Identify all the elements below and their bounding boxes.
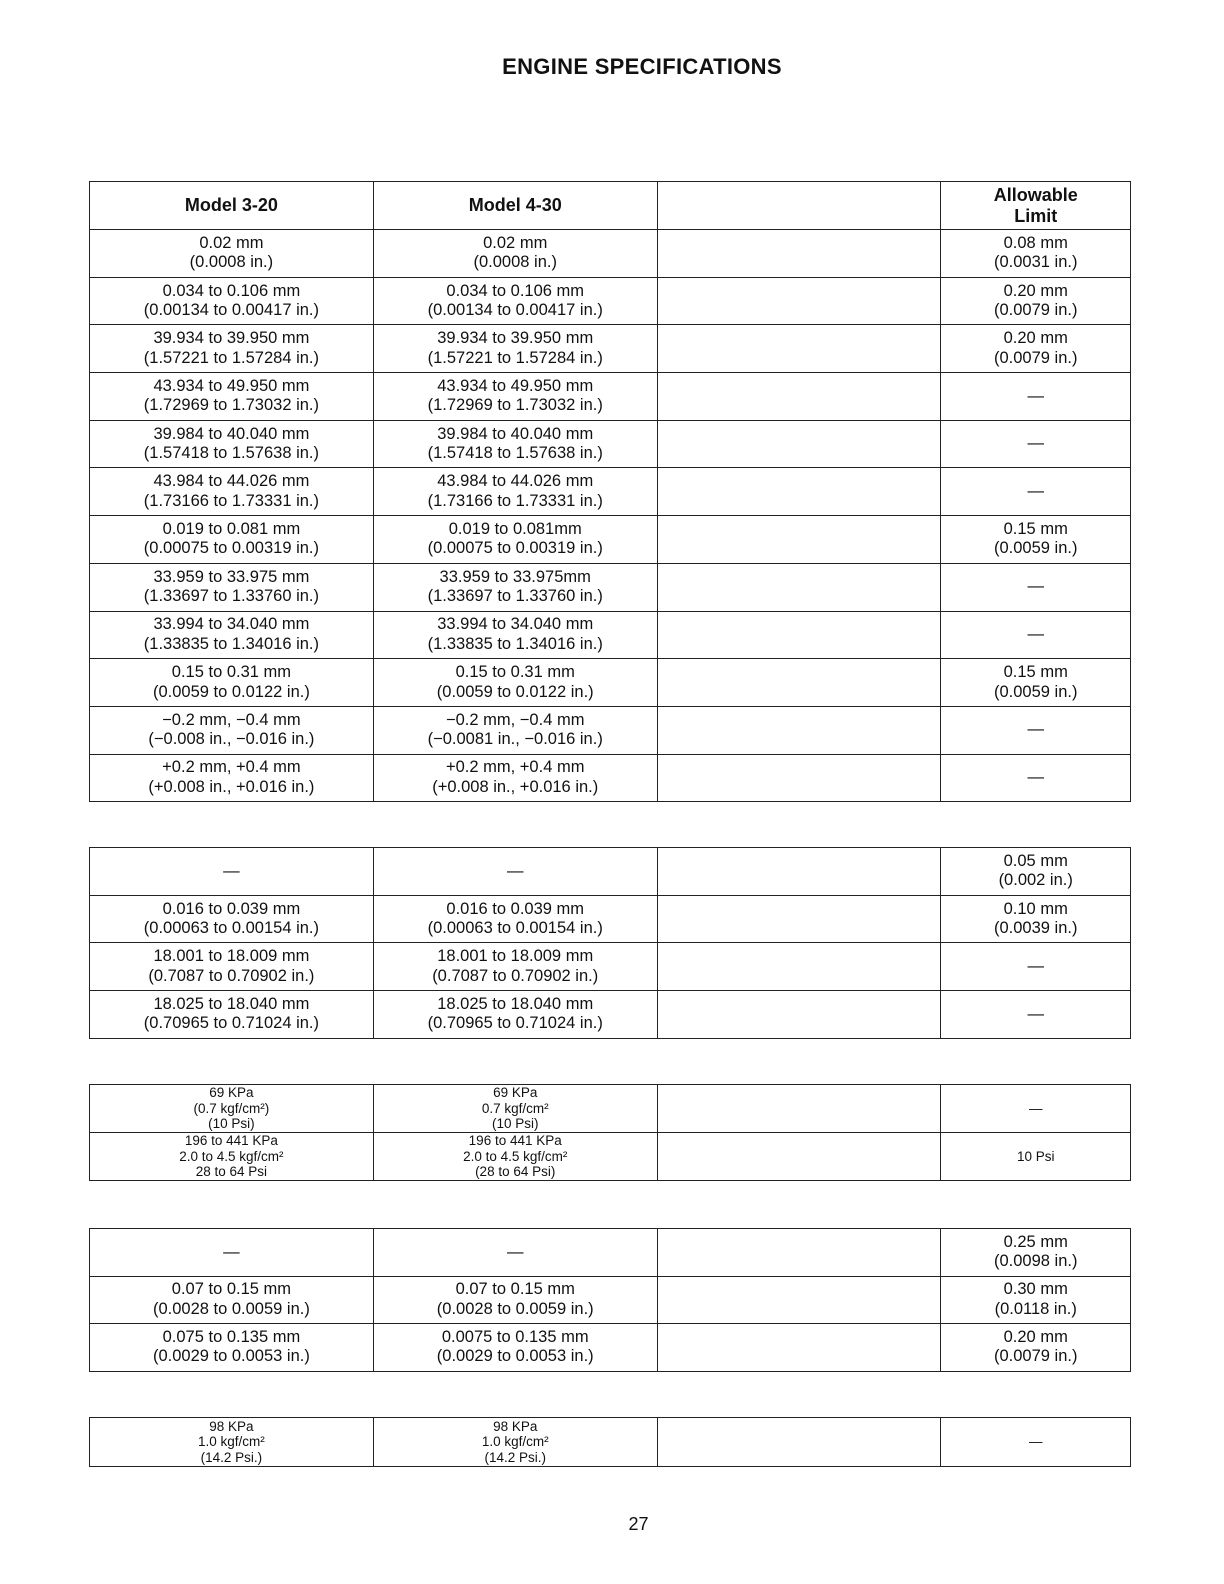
table-row [90,754,1131,802]
cell-line: — [1027,625,1044,644]
cell-line: 0.075 to 0.135 mm [162,1327,301,1346]
cell-line: 69 KPa [493,1085,538,1101]
cell-line: — [1027,768,1044,787]
page-title: ENGINE SPECIFICATIONS [502,54,782,79]
cell-line: (0.0008 in.) [473,253,557,272]
model-3-20-cell [90,373,374,421]
table-row [90,563,1131,611]
model-3-20-cell [90,895,374,943]
cell-line: 43.984 to 44.026 mm [153,472,310,491]
model-3-20-cell [90,230,374,278]
limit-cell [941,373,1131,421]
cell-line: (0.0079 in.) [993,301,1078,320]
cell-line: (1.57221 to 1.57284 in.) [143,348,320,367]
cell-line: (1.33697 to 1.33760 in.) [143,587,320,606]
cell-line: (1.57221 to 1.57284 in.) [427,348,603,367]
item-cell [657,991,941,1039]
item-cell [657,895,941,943]
cell-line: 2.0 to 4.5 kgf/cm² [463,1148,568,1164]
model-4-30-cell [373,706,657,754]
header-model-4-30: Model 4-30 [373,182,657,230]
model-3-20-cell [90,1229,374,1277]
cell-line: 0.019 to 0.081mm [448,519,582,538]
limit-cell [941,468,1131,516]
table-row [90,516,1131,564]
limit-cell [941,706,1131,754]
table-row [90,848,1131,896]
cell-line: (−0.008 in., −0.016 in.) [148,730,315,749]
limit-cell [941,754,1131,802]
cell-line: −0.2 mm, −0.4 mm [162,710,301,729]
cell-line: 0.0075 to 0.135 mm [441,1327,589,1346]
model-4-30-cell [373,373,657,421]
limit-cell: — [941,1418,1131,1467]
cell-line: 33.959 to 33.975mm [439,567,591,586]
item-cell [657,563,941,611]
model-4-30-cell [373,659,657,707]
item-cell [657,754,941,802]
model-4-30-cell [373,1324,657,1372]
cell-line: (0.0079 in.) [993,348,1078,367]
limit-cell [941,325,1131,373]
cell-line: (0.0059 to 0.0122 in.) [152,682,310,701]
cell-line: (0.7087 to 0.70902 in.) [148,966,315,985]
model-3-20-cell [90,943,374,991]
model-3-20-cell [90,991,374,1039]
cell-line: 0.15 to 0.31 mm [171,663,292,682]
cell-line: (1.33835 to 1.34016 in.) [143,634,320,653]
model-4-30-cell [373,230,657,278]
model-4-30-cell [373,563,657,611]
cell-line: (0.0031 in.) [993,253,1078,272]
header-item [657,182,941,230]
cell-line: 43.934 to 49.950 mm [153,376,310,395]
cell-line: (0.00075 to 0.00319 in.) [143,539,320,558]
model-3-20-cell [90,325,374,373]
table-header-row [90,182,1131,230]
model-4-30-cell [373,895,657,943]
cell-line: (0.00063 to 0.00154 in.) [427,919,603,938]
cell-line: 69 KPa [209,1085,254,1101]
cell-line: 28 to 64 Psi [195,1164,268,1180]
limit-cell [941,420,1131,468]
table-row [90,943,1131,991]
table-row [90,373,1131,421]
cell-line: 0.15 to 0.31 mm [455,663,575,682]
cell-line: — [1027,577,1044,596]
cell-line: 39.984 to 40.040 mm [153,424,310,443]
cell-line: (1.72969 to 1.73032 in.) [143,396,320,415]
cell-line: 0.034 to 0.106 mm [446,281,585,300]
cell-line: 0.016 to 0.039 mm [446,899,585,918]
cell-line: 0.20 mm [1003,1327,1068,1346]
header-model-3-20: Model 3-20 [90,182,374,230]
cell-line: (0.0008 in.) [189,253,274,272]
table-row [90,1133,1131,1181]
cell-line: 98 KPa [209,1418,254,1434]
limit-cell: 10 Psi [941,1133,1131,1181]
cell-line: 43.984 to 44.026 mm [437,472,594,491]
model-4-30-cell [373,420,657,468]
cell-line: — [1027,434,1044,453]
table-row [90,895,1131,943]
limit-cell [941,277,1131,325]
model-4-30-cell [373,1418,657,1467]
item-cell [657,1133,941,1181]
cell-line: 0.07 to 0.15 mm [171,1280,292,1299]
model-4-30-cell [373,325,657,373]
limit-cell: — [941,1085,1131,1133]
cell-line: 0.7 kgf/cm² [481,1100,549,1116]
table-row [90,611,1131,659]
table-row [90,468,1131,516]
cell-line: 0.15 mm [1003,663,1068,682]
table-row [90,420,1131,468]
cell-line: 0.07 to 0.15 mm [455,1280,575,1299]
limit-cell [941,563,1131,611]
model-4-30-cell [373,1085,657,1133]
table-row [90,325,1131,373]
cell-line: — [223,861,240,880]
cell-line: (0.00075 to 0.00319 in.) [427,539,603,558]
cell-line: (0.7 kgf/cm²) [193,1100,270,1116]
cell-line: 196 to 441 KPa [184,1133,278,1149]
item-cell [657,848,941,896]
cell-line: 0.034 to 0.106 mm [162,281,301,300]
model-3-20-cell [90,706,374,754]
cell-line: (28 to 64 Psi) [475,1164,556,1180]
cell-line: (+0.008 in., +0.016 in.) [432,777,599,796]
item-cell [657,1324,941,1372]
limit-cell [941,516,1131,564]
cell-line: 0.25 mm [1003,1232,1068,1251]
cell-line: (10 Psi) [491,1116,539,1132]
item-cell [657,611,941,659]
model-4-30-cell [373,991,657,1039]
cell-line: (0.0028 to 0.0059 in.) [152,1299,310,1318]
model-4-30-cell [373,754,657,802]
model-4-30-cell [373,1229,657,1277]
cell-line: (+0.008 in., +0.016 in.) [148,777,315,796]
cell-line: (0.0059 to 0.0122 in.) [436,682,594,701]
header-limit-line1: Allowable [993,184,1078,205]
cell-line: (0.0028 to 0.0059 in.) [436,1299,594,1318]
cell-line: 0.02 mm [483,233,548,252]
item-cell [657,420,941,468]
cell-line: (1.33835 to 1.34016 in.) [427,634,603,653]
cell-line: 1.0 kgf/cm² [481,1434,549,1450]
limit-cell [941,943,1131,991]
model-3-20-cell [90,1276,374,1324]
cell-line: (0.0098 in.) [993,1252,1078,1271]
table-row [90,1229,1131,1277]
cell-line: (0.00134 to 0.00417 in.) [143,301,320,320]
cell-line: 18.025 to 18.040 mm [153,994,310,1013]
cell-line: — [1027,956,1044,975]
cell-line: 18.001 to 18.009 mm [437,947,594,966]
model-4-30-cell [373,611,657,659]
item-cell [657,659,941,707]
cell-line: 0.019 to 0.081 mm [162,519,301,538]
cell-line: 0.20 mm [1003,281,1068,300]
cell-line: (1.57418 to 1.57638 in.) [427,444,603,463]
table-row [90,230,1131,278]
cell-line: 0.10 mm [1003,899,1068,918]
spec-table-main [89,181,1131,802]
item-cell [657,1418,941,1467]
cell-line: — [1027,386,1044,405]
cell-line: (1.57418 to 1.57638 in.) [143,444,320,463]
model-3-20-cell [90,1418,374,1467]
limit-cell [941,991,1131,1039]
table-row [90,991,1131,1039]
item-cell [657,325,941,373]
cell-line: (1.33697 to 1.33760 in.) [427,587,603,606]
cell-line: (0.0059 in.) [993,682,1078,701]
cell-line: 0.08 mm [1003,233,1068,252]
model-3-20-cell [90,611,374,659]
cell-line: (−0.0081 in., −0.016 in.) [427,730,603,749]
table-row [90,1085,1131,1133]
item-cell [657,943,941,991]
cell-line: — [506,861,524,880]
cell-line: (0.0039 in.) [993,919,1078,938]
cell-line: (14.2 Psi.) [484,1449,546,1465]
cell-line: (1.72969 to 1.73032 in.) [427,396,603,415]
header-allowable-limit [941,182,1131,230]
cell-line: 33.959 to 33.975 mm [153,567,310,586]
model-4-30-cell [373,1133,657,1181]
cell-line: 0.05 mm [1003,851,1068,870]
cell-line: (0.002 in.) [998,871,1073,890]
limit-cell [941,895,1131,943]
cell-line: 1.0 kgf/cm² [198,1434,265,1450]
cell-line: 2.0 to 4.5 kgf/cm² [179,1148,284,1164]
table-row [90,1418,1131,1467]
item-cell [657,1085,941,1133]
cell-line: 196 to 441 KPa [468,1133,562,1149]
cell-line: — [1027,720,1044,739]
model-3-20-cell [90,1085,374,1133]
cell-line: (0.00134 to 0.00417 in.) [427,301,603,320]
model-4-30-cell [373,943,657,991]
item-cell [657,706,941,754]
cell-line: 39.984 to 40.040 mm [437,424,594,443]
spec-table-4 [89,1228,1131,1372]
cell-line: (0.00063 to 0.00154 in.) [143,919,320,938]
cell-line: +0.2 mm, +0.4 mm [445,758,585,777]
cell-line: 39.934 to 39.950 mm [437,329,594,348]
cell-line: 33.994 to 34.040 mm [153,615,310,634]
cell-line: 33.994 to 34.040 mm [437,615,594,634]
model-4-30-cell [373,468,657,516]
item-cell [657,1276,941,1324]
cell-line: 0.20 mm [1003,329,1068,348]
cell-line: (0.0118 in.) [994,1299,1077,1318]
cell-line: (0.0029 to 0.0053 in.) [152,1347,310,1366]
table-row [90,1324,1131,1372]
cell-line: — [1027,482,1044,501]
table-row [90,277,1131,325]
limit-cell [941,1276,1131,1324]
model-4-30-cell [373,848,657,896]
cell-line: — [223,1242,240,1261]
limit-cell [941,659,1131,707]
model-3-20-cell [90,563,374,611]
spec-table-2 [89,847,1131,1039]
model-3-20-cell [90,516,374,564]
limit-cell [941,848,1131,896]
cell-line: (0.70965 to 0.71024 in.) [427,1014,603,1033]
item-cell [657,230,941,278]
cell-line: (1.73166 to 1.73331 in.) [143,491,320,510]
cell-line: 18.001 to 18.009 mm [153,947,310,966]
item-cell [657,277,941,325]
item-cell [657,516,941,564]
limit-cell [941,1324,1131,1372]
cell-line: 0.016 to 0.039 mm [162,899,301,918]
cell-line: +0.2 mm, +0.4 mm [162,758,301,777]
model-3-20-cell [90,468,374,516]
page-number: 27 [628,1514,649,1534]
cell-line: 43.934 to 49.950 mm [437,376,594,395]
model-3-20-cell [90,1324,374,1372]
cell-line: 0.02 mm [199,233,264,252]
cell-line: (0.0029 to 0.0053 in.) [436,1347,594,1366]
spec-table-5 [89,1417,1131,1467]
cell-line: — [1027,1004,1044,1023]
table-row [90,706,1131,754]
model-3-20-cell [90,420,374,468]
cell-line: (0.0079 in.) [993,1347,1078,1366]
table-row [90,1276,1131,1324]
cell-line: 39.934 to 39.950 mm [153,329,310,348]
item-cell [657,373,941,421]
table-row [90,659,1131,707]
cell-line: 18.025 to 18.040 mm [437,994,594,1013]
cell-line: (0.70965 to 0.71024 in.) [143,1014,320,1033]
model-3-20-cell [90,1133,374,1181]
model-3-20-cell [90,754,374,802]
limit-cell [941,1229,1131,1277]
spec-table-3 [89,1084,1131,1181]
limit-cell [941,230,1131,278]
cell-line: 0.30 mm [1003,1280,1068,1299]
header-limit-line2: Limit [1014,205,1058,226]
model-4-30-cell [373,516,657,564]
cell-line: (0.7087 to 0.70902 in.) [432,966,599,985]
cell-line: (1.73166 to 1.73331 in.) [427,491,603,510]
cell-line: — [506,1242,524,1261]
item-cell [657,1229,941,1277]
cell-line: 0.15 mm [1003,519,1068,538]
cell-line: 98 KPa [493,1418,538,1434]
model-4-30-cell [373,1276,657,1324]
cell-line: (0.0059 in.) [993,539,1078,558]
limit-cell [941,611,1131,659]
model-3-20-cell [90,848,374,896]
cell-line: −0.2 mm, −0.4 mm [445,710,585,729]
cell-line: (14.2 Psi.) [200,1449,263,1465]
model-3-20-cell [90,277,374,325]
model-3-20-cell [90,659,374,707]
model-4-30-cell [373,277,657,325]
cell-line: (10 Psi) [208,1116,255,1132]
item-cell [657,468,941,516]
